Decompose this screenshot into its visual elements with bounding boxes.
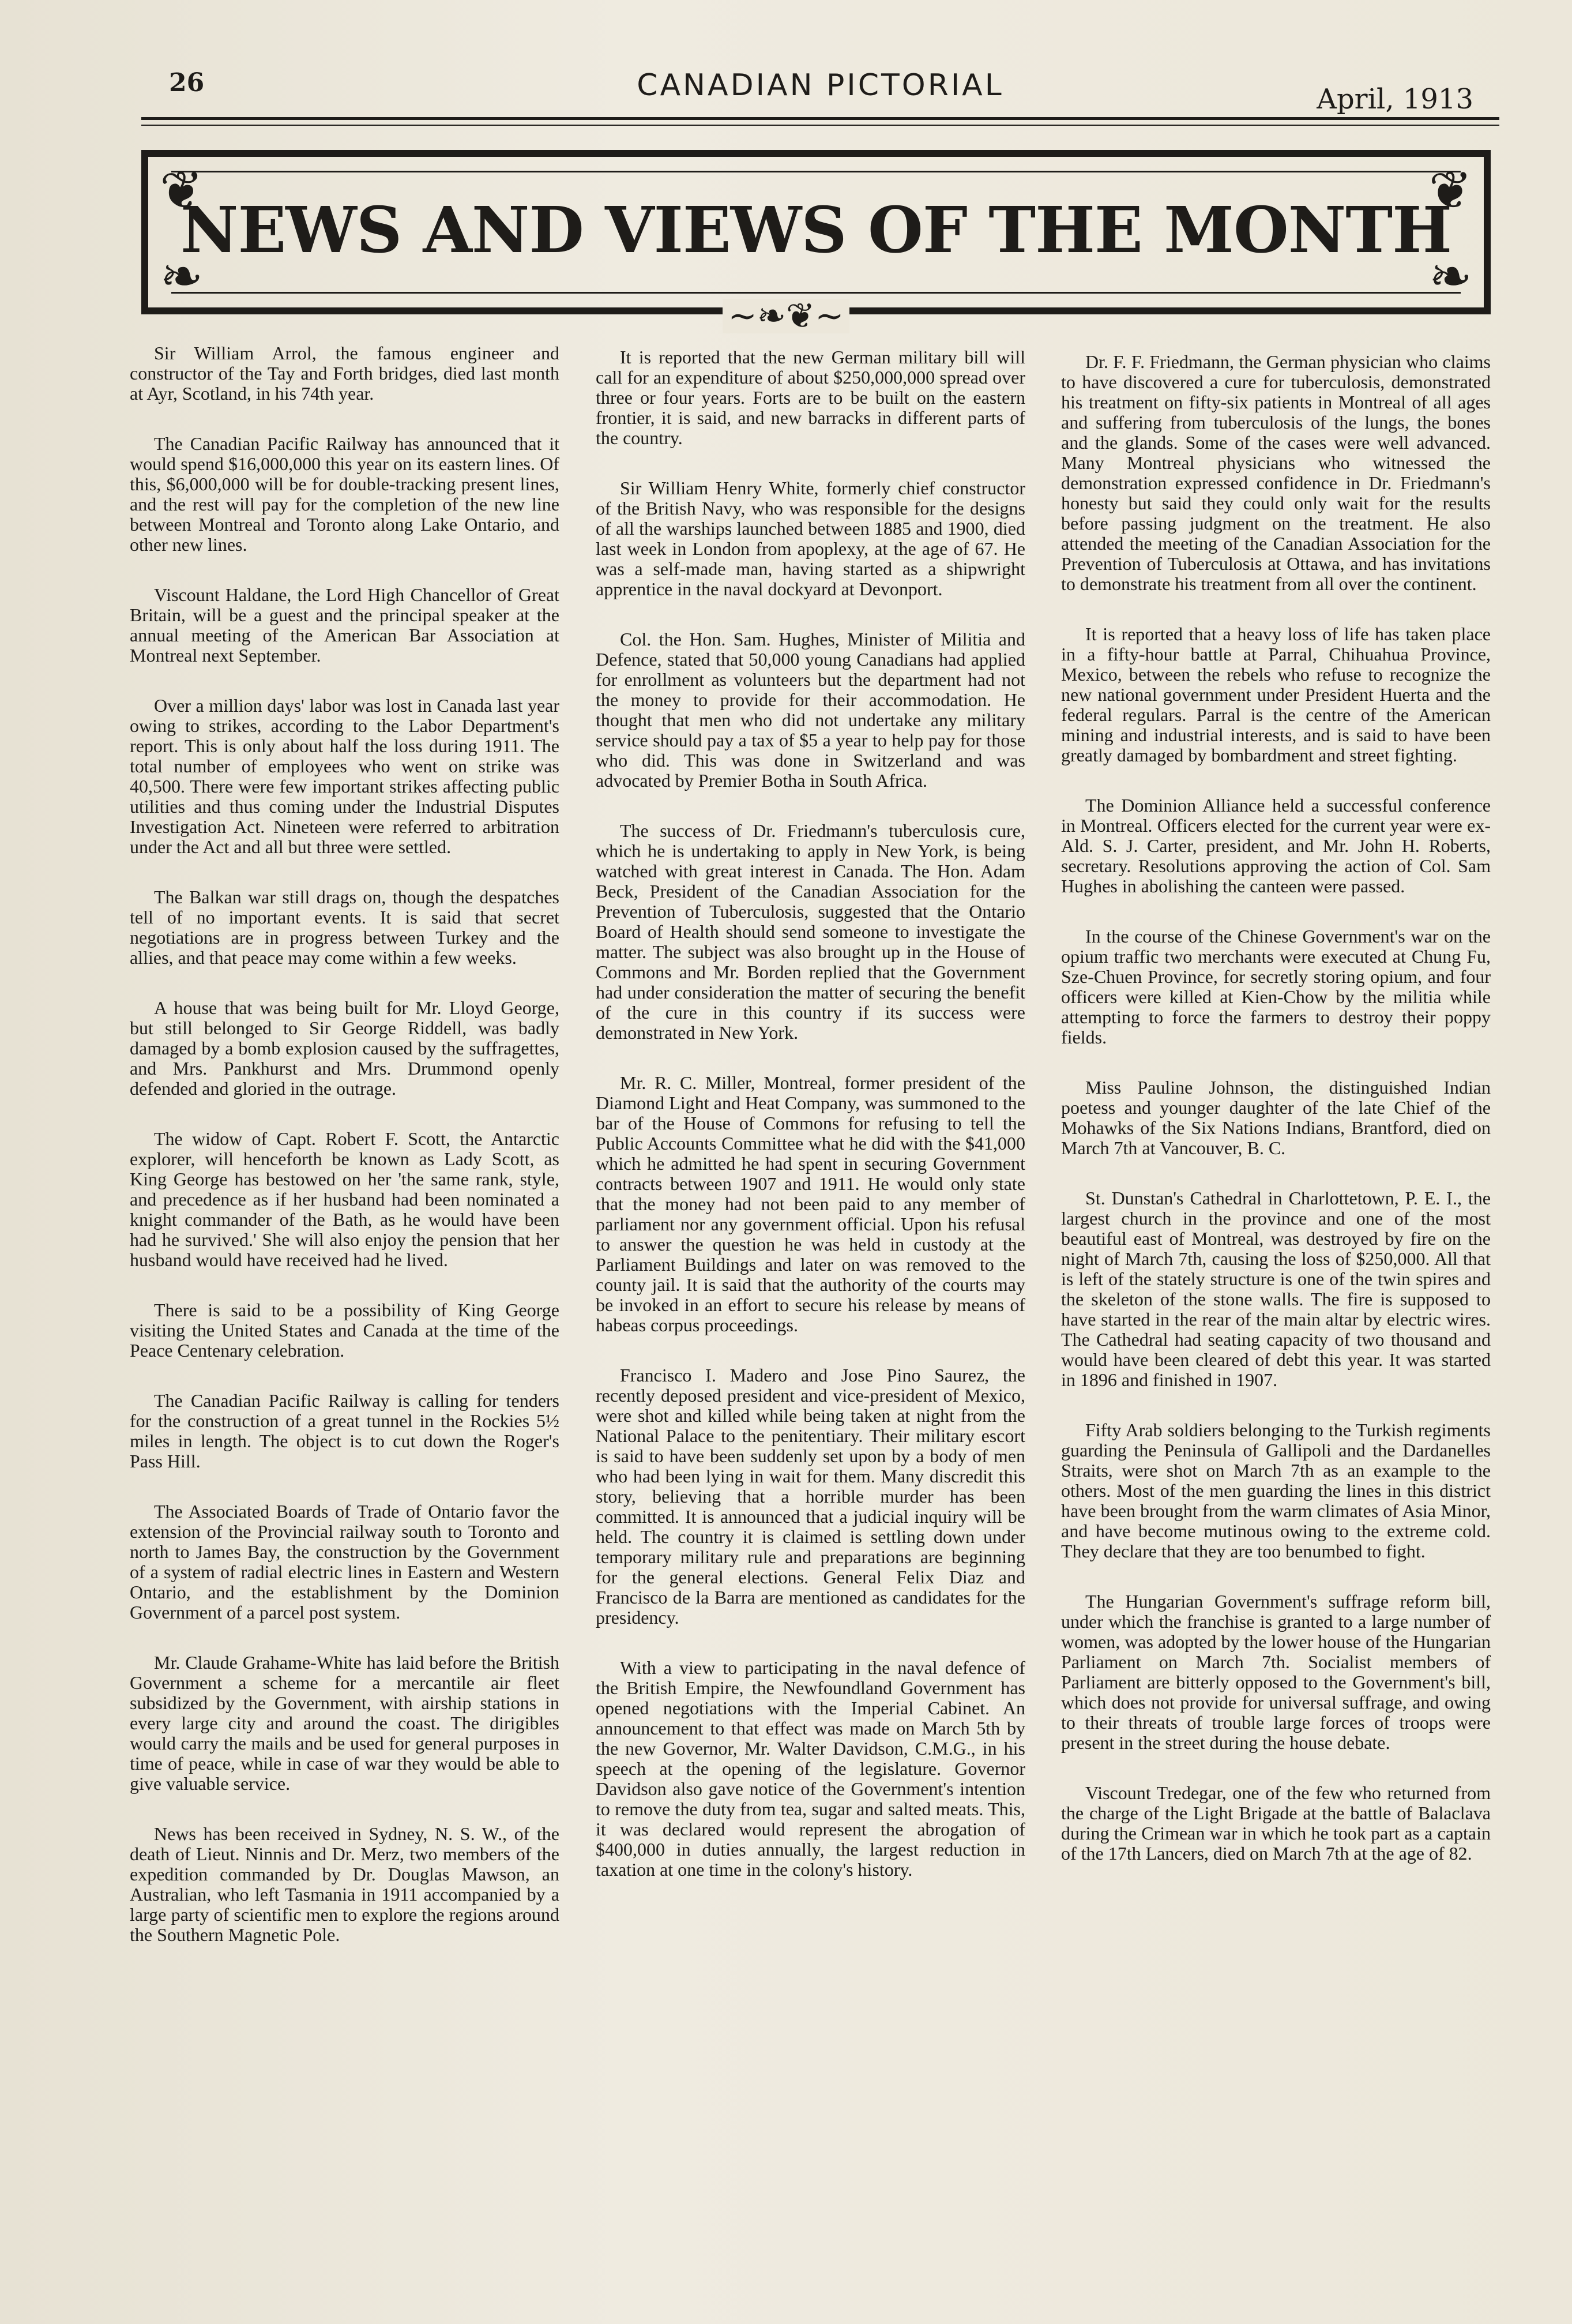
issue-date: April, 1913 <box>1317 83 1473 115</box>
news-item: Sir William Arrol, the famous engineer and constructor of the Tay and Forth bridges, died last month at Ayr, Scotland, in his 74th year. <box>130 343 559 404</box>
section-title: NEWS AND VIEWS OF THE MONTH <box>180 193 1452 267</box>
news-item: With a view to participating in the naval defence of the British Empire, the Newfoundland Government has opened negotiations with the Imperial Cabinet. An announcement to that effect was made on March 5th by the new Governor, Mr. Walter Davidson, C.M.G., in his speech at the opening of the legislature. Governor Davidson also gave notice of the Government's intention to remove the duty from tea, sugar and salted meats. This, it was declared would represent the abrogation of $400,000 in duties annually, the largest reduction in taxation at one time in the colony's history. <box>596 1657 1025 1880</box>
section-banner <box>141 150 1491 314</box>
news-item: The success of Dr. Friedmann's tuberculosis cure, which he is undertaking to apply in New York, is being watched with great interest in Canada. The Hon. Adam Beck, President of the Canadian Association for the Prevention of Tuberculosis, suggested that the Ontario Board of Health should send someone to investigate the matter. The subject was also brought up in the House of Commons and Mr. Borden replied that the Government had under consideration the matter of securing the benefit of the cure in this country if its success were demonstrated in New York. <box>596 820 1025 1043</box>
news-item: The Balkan war still drags on, though the despatches tell of no important events. It is said that secret negotiations are in progress between Turkey and the allies, and that peace may come within a few weeks. <box>130 887 559 968</box>
article-column-2 <box>596 347 1025 1910</box>
article-column-3 <box>1061 352 1491 1894</box>
news-item: Col. the Hon. Sam. Hughes, Minister of Militia and Defence, stated that 50,000 young Canadians had applied for enrollment as volunteers but the department had not the money to provide for their accommodation. He thought that men who did not undertake any military service should pay a tax of $5 a year to help pay for those who did. This was done in Switzerland and was advocated by Premier Botha in South Africa. <box>596 629 1025 791</box>
page-number: 26 <box>169 68 205 97</box>
news-item: The Hungarian Government's suffrage reform bill, under which the franchise is granted to a large number of women, was adopted by the lower house of the Hungarian Parliament on March 7th. Socialist members of Parliament are bitterly opposed to the Government's bill, which does not provide for universal suffrage, and owing to their threats of trouble large forces of troops were present in the street during the house debate. <box>1061 1591 1491 1753</box>
news-item: The Canadian Pacific Railway has announced that it would spend $16,000,000 this year on its eastern lines. Of this, $6,000,000 will be for double-tracking present lines, and the rest will pay for the completion of the new line between Montreal and Toronto along Lake Ontario, and other new lines. <box>130 433 559 555</box>
news-item: The Associated Boards of Trade of Ontario favor the extension of the Provincial railway south to Toronto and north to James Bay, the construction by the Government of a system of radial electric lines in Eastern and Western Ontario, and the establishment by the Dominion Government of a parcel post system. <box>130 1501 559 1623</box>
news-item: In the course of the Chinese Government's war on the opium traffic two merchants were executed at Chung Fu, Sze-Chuen Province, for secretly storing opium, and four officers were killed at Kien-Chow by the militia while attempting to force the farmers to destroy their poppy fields. <box>1061 926 1491 1048</box>
news-item: The widow of Capt. Robert F. Scott, the Antarctic explorer, will henceforth be known as Lady Scott, as King George has bestowed on her 'the same rank, style, and precedence as if her husband had been nominated a knight commander of the Bath, as he would have been had he survived.' She will also enjoy the pension that her husband would have received had he lived. <box>130 1128 559 1270</box>
scroll-flourish-icon: ❦ <box>160 160 204 221</box>
news-item: Viscount Tredegar, one of the few who returned from the charge of the Light Brigade at the battle of Balaclava during the Crimean war in which he took part as a captain of the 17th Lancers, died on March 7th at the age of 82. <box>1061 1782 1491 1864</box>
news-item: The Dominion Alliance held a successful conference in Montreal. Officers elected for the current year were ex-Ald. S. J. Carter, president, and Mr. John H. Roberts, secretary. Resolutions approving the action of Col. Sam Hughes in abolishing the canteen were passed. <box>1061 795 1491 896</box>
news-item: It is reported that a heavy loss of life has taken place in a fifty-hour battle at Parral, Chihuahua Province, Mexico, between the rebels who refuse to recognize the new national government under President Huerta and the federal regulars. Parral is the centre of the American mining and industrial interests, and is said to have been greatly damaged by bombardment and street fighting. <box>1061 624 1491 765</box>
news-item: Francisco I. Madero and Jose Pino Saurez, the recently deposed president and vice-president of Mexico, were shot and killed while being taken at night from the National Palace to the penitentiary. Their military escort is said to have been suddenly set upon by a body of men who had been lying in wait for them. Many discredit this story, believing that a horrible murder has been committed. It is announced that a judicial inquiry will be held. The country it is claimed is settling down under temporary military rule and preparations are beginning for the general elections. General Felix Diaz and Francisco de la Barra are mentioned as candidates for the presidency. <box>596 1365 1025 1628</box>
scroll-flourish-icon: ❧ <box>1428 246 1472 307</box>
header-rule <box>141 117 1499 120</box>
scroll-flourish-icon: ❧ <box>160 246 204 307</box>
news-item: Sir William Henry White, formerly chief constructor of the British Navy, who was responsible for the designs of all the warships launched between 1885 and 1900, died last week in London from apoplexy, at the age of 67. He was a self-made man, having started as a shipwright apprentice in the naval dockyard at Devonport. <box>596 478 1025 599</box>
news-item: Mr. R. C. Miller, Montreal, former president of the Diamond Light and Heat Company, was summoned to the bar of the House of Commons for refusing to tell the Public Accounts Committee what he did with the $41,000 which he admitted he had spent in securing Government contracts between 1907 and 1911. He would only state that the money had not been paid to any member of parliament nor any government official. Upon his refusal to answer the question he was held in custody at the Parliament Buildings and later on was removed to the county jail. It is said that the authority of the courts may be invoked in an effort to secure his release by means of habeas corpus proceedings. <box>596 1072 1025 1335</box>
scroll-flourish-icon: ❦ <box>1428 160 1472 221</box>
news-item: The Canadian Pacific Railway is calling for tenders for the construction of a great tunnel in the Rockies 5½ miles in length. The object is to cut down the Roger's Pass Hill. <box>130 1390 559 1471</box>
running-head <box>141 68 1499 114</box>
publication-title: CANADIAN PICTORIAL <box>637 68 1004 103</box>
news-item: Fifty Arab soldiers belonging to the Turkish regiments guarding the Peninsula of Gallipoli and the Dardanelles Straits, were shot on March 7th as an example to the others. Most of the men guarding the lines in this district have been brought from the warm climates of Asia Minor, and have become mutinous owing to the extreme cold. They declare that they are too benumbed to fight. <box>1061 1420 1491 1561</box>
article-column-1 <box>130 343 559 1975</box>
news-item: News has been received in Sydney, N. S. W., of the death of Lieut. Ninnis and Dr. Merz, two members of the expedition commanded by Dr. Douglas Mawson, an Australian, who left Tasmania in 1911 accompanied by a large party of scientific men to explore the regions around the Southern Magnetic Pole. <box>130 1823 559 1945</box>
news-item: Viscount Haldane, the Lord High Chancellor of Great Britain, will be a guest and the principal speaker at the annual meeting of the American Bar Association at Montreal next September. <box>130 584 559 666</box>
news-item: Mr. Claude Grahame-White has laid before the British Government a scheme for a mercantile air fleet subsidized by the Government, with airship stations in every large city and around the coast. The dirigibles would carry the mails and be used for general purposes in time of peace, while in case of war they would be able to give valuable service. <box>130 1652 559 1794</box>
header-rule-thin <box>141 125 1499 126</box>
scroll-ornament-icon: ~❧❦~ <box>723 299 849 333</box>
news-item: Miss Pauline Johnson, the distinguished Indian poetess and younger daughter of the late Chief of the Mohawks of the Six Nations Indians, Brantford, died on March 7th at Vancouver, B. C. <box>1061 1077 1491 1158</box>
news-item: There is said to be a possibility of King George visiting the United States and Canada at the time of the Peace Centenary celebration. <box>130 1300 559 1361</box>
news-item: A house that was being built for Mr. Lloyd George, but still belonged to Sir George Riddell, was badly damaged by a bomb explosion caused by the suffragettes, and Mrs. Pankhurst and Mrs. Drummond openly defended and gloried in the outrage. <box>130 997 559 1099</box>
news-item: It is reported that the new German military bill will call for an expenditure of about $250,000,000 spread over three or four years. Forts are to be built on the eastern frontier, it is said, and new barracks in different parts of the country. <box>596 347 1025 448</box>
news-item: Over a million days' labor was lost in Canada last year owing to strikes, according to the Labor Department's report. This is only about half the loss during 1911. The total number of employees who went on strike was 40,500. There were few important strikes affecting public utilities and thus coming under the Industrial Disputes Investigation Act. Nineteen were referred to arbitration under the Act and all but three were settled. <box>130 695 559 857</box>
news-item: St. Dunstan's Cathedral in Charlottetown, P. E. I., the largest church in the province and one of the most beautiful east of Montreal, was destroyed by fire on the night of March 7th, causing the loss of $250,000. All that is left of the stately structure is one of the twin spires and the skeleton of the stone walls. The fire is supposed to have started in the rear of the main altar by electric wires. The Cathedral had seating capacity of two thousand and would have been cleared of debt this year. It was started in 1896 and finished in 1907. <box>1061 1188 1491 1390</box>
news-item: Dr. F. F. Friedmann, the German physician who claims to have discovered a cure for tuberculosis, demonstrated his treatment on fifty-six patients in Montreal of all ages and suffering from tuberculosis of the lungs, the bones and the glands. Some of the cases were well advanced. Many Montreal physicians who witnessed the demonstration expressed confidence in Dr. Friedmann's honesty but said they could only wait for the results before passing judgment on the treatment. He also attended the meeting of the Canadian Association for the Prevention of Tuberculosis at Ottawa, and has invitations to demonstrate his treatment from all over the continent. <box>1061 351 1491 594</box>
